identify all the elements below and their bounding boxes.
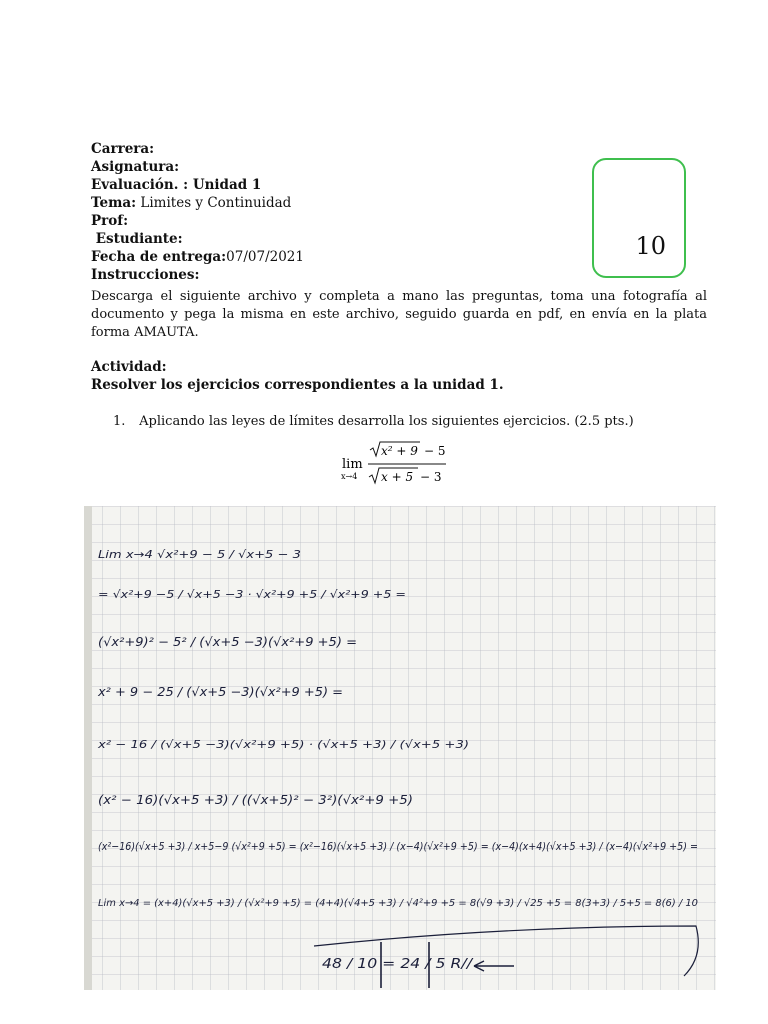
lim-text: lim (342, 457, 363, 472)
handwritten-line: (x² − 16)(√x+5 +3) / ((√x+5)² − 3²)(√x²+9 +5) (98, 793, 413, 807)
activity-text: Resolver los ejercicios correspondientes a la unidad 1. (91, 377, 504, 393)
activity-block (91, 358, 691, 394)
instructions-text: Descarga el siguiente archivo y completa a mano las preguntas, toma una fotografía al documento y pega la misma en este archivo, seguido guarda en pdf, en envía en la plata forma AMAUTA. (91, 289, 707, 340)
grade-value: 10 (635, 232, 666, 260)
denominator-rest: − 3 (420, 470, 442, 484)
limit-formula-graphic (340, 441, 460, 489)
limit-formula (340, 441, 460, 489)
numerator-rest: − 5 (424, 444, 446, 458)
prof-label: Prof: (91, 213, 129, 229)
handwritten-solution-photo (84, 506, 716, 990)
lim-sub: x→4 (341, 472, 358, 481)
fecha-value: 07/07/2021 (226, 249, 304, 265)
fecha-label: Fecha de entrega: (91, 249, 227, 265)
evaluacion-label: Evaluación. : Unidad 1 (91, 177, 262, 193)
activity-label: Actividad: (91, 359, 167, 375)
tema-value: Limites y Continuidad (136, 195, 292, 211)
estudiante-label: Estudiante: (91, 231, 183, 247)
question-1 (113, 414, 634, 429)
handwritten-line: x² − 16 / (√x+5 −3)(√x²+9 +5) · (√x+5 +3) / (√x+5 +3) (96, 738, 469, 751)
question-1-number: 1. (113, 414, 126, 429)
instrucciones-label: Instrucciones: (91, 267, 200, 283)
handwritten-line: (x²−16)(√x+5 +3) / x+5−9 (√x²+9 +5) = (x²−16)(√x+5 +3) / (x−4)(√x²+9 +5) = (x−4)(x+4)(√x+5 +3) / (x−4)(√x²+9 +5) = (98, 840, 698, 853)
handwritten-line: 48 / 10 = 24 / 5 R// (322, 957, 474, 972)
handwritten-line: Lim x→4 √x²+9 − 5 / √x+5 − 3 (98, 548, 301, 561)
handwritten-line: Lim x→4 = (x+4)(√x+5 +3) / (√x²+9 +5) = (4+4)(√4+5 +3) / √4²+9 +5 = 8(√9 +3) / √25 +5 = 8(3+3) / 5+5 = 8(6) / 10 (98, 898, 698, 909)
asignatura-label: Asignatura: (91, 159, 180, 175)
notebook-page (84, 506, 716, 990)
question-1-text: Aplicando las leyes de límites desarrolla los siguientes ejercicios. (2.5 pts.) (139, 414, 634, 429)
denominator-radicand: x + 5 (381, 470, 414, 484)
grade-box (592, 158, 686, 278)
handwritten-line: = √x²+9 −5 / √x+5 −3 · √x²+9 +5 / √x²+9 +5 = (98, 588, 406, 601)
carrera-label: Carrera: (91, 141, 155, 157)
handwritten-line: x² + 9 − 25 / (√x+5 −3)(√x²+9 +5) = (96, 685, 343, 699)
tema-label: Tema: (91, 195, 137, 211)
numerator-radicand: x² + 9 (381, 444, 418, 458)
handwritten-line: (√x²+9)² − 5² / (√x+5 −3)(√x²+9 +5) = (98, 635, 357, 649)
